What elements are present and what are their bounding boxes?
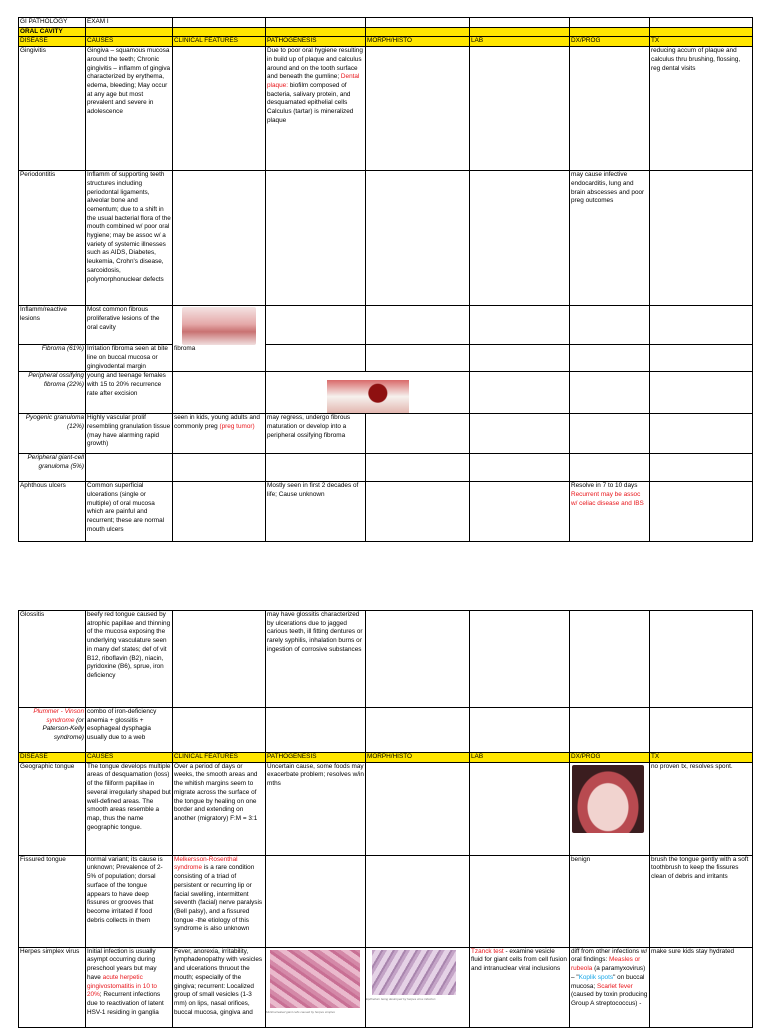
col-dx: DX/PROG (570, 753, 650, 763)
disease-name: Periodontitis (19, 171, 86, 306)
col-disease: DISEASE (19, 37, 86, 47)
pathogenesis-cell: Mostly seen in first 2 decades of life; Cause unknown (266, 482, 366, 542)
table-row (19, 762, 753, 855)
col-lab: LAB (470, 753, 570, 763)
table-row (19, 454, 753, 482)
giant-cells-photo (270, 950, 360, 1008)
col-causes: CAUSES (86, 753, 173, 763)
pof-photo-cell (266, 372, 470, 414)
col-disease: DISEASE (19, 753, 86, 763)
pathogenesis-cell: Uncertain cause, some foods may exacerbate problem; resolves w/in mths (266, 762, 366, 855)
disease-name: Peripheral giant-cell granuloma (5%) (19, 454, 86, 482)
col-morph: MORPH/HISTO (366, 37, 470, 47)
tx-cell: reducing accum of plaque and calculus thru brushing, flossing, reg dental visits (650, 47, 753, 171)
clinical-cell: fibroma (174, 345, 196, 353)
causes-cell: beefy red tongue caused by atrophic papillae and thinning of the mucosa exposing the underlying vasculature seen in many def states; def of vit B12, riboflavin (B2), niacin, pyridoxine (B6), sprue, iron deficiency (86, 611, 173, 708)
exam-cell: EXAM I (86, 18, 173, 28)
table-row (19, 171, 753, 306)
col-morph: MORPH/HISTO (366, 753, 470, 763)
photo-caption: Multinucleated giant cells caused by herpes simplex (266, 1009, 336, 1014)
tx-cell: make sure kids stay hydrated (650, 947, 753, 1027)
dx-cell: benign (570, 855, 650, 947)
dx-cell: diff from other infections w/ oral findings: Measles or rubeola (a paramyxovirus) – "Koplik spots" on buccal mucosa; Scarlet fever (caused by toxin producing Group A streptococcus) - (570, 947, 650, 1027)
col-pathogenesis: PATHOGENESIS (266, 37, 366, 47)
disease-name: Aphthous ulcers (19, 482, 86, 542)
table-row (19, 47, 753, 171)
herpes-histo-cell (266, 947, 366, 1027)
col-clinical: CLINICAL FEATURES (173, 753, 266, 763)
table-row (19, 482, 753, 542)
col-tx: TX (650, 37, 753, 47)
clinical-cell: Melkersson-Rosenthal syndrome is a rare condition consisting of a triad of persistent or recurring lip or facial swelling, intermittent seventh (facial) nerve paralysis (Bell palsy), and a fissured tongue -the etiology of this syndrome is also unknown (173, 855, 266, 947)
pathogenesis-cell: may regress, undergo fibrous maturation or develop into a peripheral ossifying fibroma (266, 414, 366, 454)
column-header-row (19, 37, 753, 47)
causes-cell: normal variant; its cause is unknown; Prevalence of 2-5% of population; dorsal surface of the tongue appears to have deep fissures or grooves that become irritated if food debris collects in them (86, 855, 173, 947)
geographic-tongue-photo (572, 765, 644, 833)
tx-cell: brush the tongue gently with a soft toothbrush to keep the fissures clean of debris and irritants (650, 855, 753, 947)
col-dx: DX/PROG (570, 37, 650, 47)
col-tx: TX (650, 753, 753, 763)
causes-cell: Gingiva – squamous mucosa around the teeth; Chronic gingivitis – inflamm of gingiva characterized by erythema, edema, bleeding; May occur at any age but most prevalent and severe in adolescence (86, 47, 173, 171)
photo-caption: Epithelium being destroyed by herpes virus infection (366, 996, 436, 1001)
causes-cell: young and teenage females with 15 to 20% recurrence rate after excision (86, 372, 173, 414)
herpes-morph-cell (366, 947, 470, 1027)
pathology-table-2 (18, 610, 753, 1028)
subject-cell: GI PATHOLOGY (19, 18, 86, 28)
table-row (19, 855, 753, 947)
fibroma-photo (182, 307, 256, 345)
dx-cell: Resolve in 7 to 10 days Recurrent may be assoc w/ celiac disease and IBS (570, 482, 650, 542)
table-row (19, 345, 753, 372)
table-row (19, 372, 753, 414)
disease-name: Herpes simplex virus (19, 947, 86, 1027)
causes-cell: Highly vascular prolif resembling granulation tissue (may have alarming rapid growth) (86, 414, 173, 454)
table-row (19, 947, 753, 1027)
disease-name: Inflamm/reactive lesions (19, 306, 86, 345)
pathogenesis-cell: may have glossitis characterized by ulcerations due to jagged carious teeth, ill fitting dentures or rarely syphilis, inhalation burns or ingestion of corrosive substances (266, 611, 366, 708)
table-row (19, 611, 753, 708)
tongue-photo-cell (570, 762, 650, 855)
pathology-table-1 (18, 17, 753, 542)
disease-name: Peripheral ossifying fibroma (22%) (19, 372, 86, 414)
causes-cell: Most common fibrous proliferative lesions of the oral cavity (86, 306, 173, 345)
table-row (19, 708, 753, 753)
disease-name: Geographic tongue (19, 762, 86, 855)
causes-cell: Common superficial ulcerations (single or multiple) of oral mucosa which are painful and recurrent; these are normal mouth ulcers (86, 482, 173, 542)
disease-name: Fibroma (61%) (19, 345, 86, 372)
fibroma-photo-cell (173, 306, 266, 372)
causes-cell: Inflamm of supporting teeth structures including periodontal ligaments, alveolar bone and cementum; due to a shift in the usual bacterial flora of the mouth combined w/ poor oral hygiene; may be assoc w/ a variety of systemic illnesses such as AIDS, Diabetes, leukemia, Crohn's disease, sarcoidosis, polymorphonuclear defects (86, 171, 173, 306)
disease-name: Gingivitis (19, 47, 86, 171)
table-row (19, 306, 753, 345)
column-header-row (19, 753, 753, 763)
pyogenic-granuloma-photo (327, 380, 409, 413)
col-causes: CAUSES (86, 37, 173, 47)
clinical-cell: seen in kids, young adults and commonly preg (preg tumor) (173, 414, 266, 454)
causes-cell: Irritation fibroma seen at bite line on buccal mucosa or gingivodental margin (86, 345, 173, 372)
pathogenesis-cell: Due to poor oral hygiene resulting in build up of plaque and calculus around and on the tooth surface and beneath the gumline; Dental plaque: biofilm composed of bacteria, salivary protein, and desquamated epithelial cells Calculus (tartar) is mineralized plaque (266, 47, 366, 171)
disease-name: Glossitis (19, 611, 86, 708)
table-row (19, 414, 753, 454)
causes-cell: Initial infection is usually asympt occurring during preschool years but may have acute herpetic gingivostomatitis in 10 to 20%; Recurrent infections due to reactivation of latent HSV-1 residing in ganglia (86, 947, 173, 1027)
dx-cell: may cause infective endocarditis, lung and brain abscesses and poor preg outcomes (570, 171, 650, 306)
col-clinical: CLINICAL FEATURES (173, 37, 266, 47)
section-title: ORAL CAVITY (19, 27, 86, 37)
clinical-cell: Over a period of days or weeks, the smooth areas and the whitish margins seem to migrate across the surface of the tongue by healing on one border and extending on another (migratory) F:M = 3:1 (173, 762, 266, 855)
col-pathogenesis: PATHOGENESIS (266, 753, 366, 763)
epithelium-photo (372, 950, 456, 995)
causes-cell: The tongue develops multiple areas of desquamation (loss) of the filiform papillae in several irregularly shaped but well-defined areas. The smooth areas resemble a map, thus the name geographic tongue. (86, 762, 173, 855)
lab-cell: Tzanck test - examine vesicle fluid for giant cells from cell fusion and intranuclear viral inclusions (470, 947, 570, 1027)
causes-cell: combo of iron-deficiency anemia + glossitis + esophageal dysphagia usually due to a web (86, 708, 173, 753)
tx-cell: no proven tx, resolves spont. (650, 762, 753, 855)
clinical-cell: Fever, anorexia, irritability, lymphadenopathy with vesicles and ulcerations thruout the mouth; especially of the gingiva; recurrent: Localized group of small vesicles (1-3 mm) on lips, nasal orifices, buccal mucosa, gingiva and (173, 947, 266, 1027)
disease-name: Pyogenic granuloma (12%) (19, 414, 86, 454)
col-lab: LAB (470, 37, 570, 47)
disease-name: Fissured tongue (19, 855, 86, 947)
disease-name: Plummer - Vinson syndrome (or Paterson-Kelly syndrome) (19, 708, 86, 753)
